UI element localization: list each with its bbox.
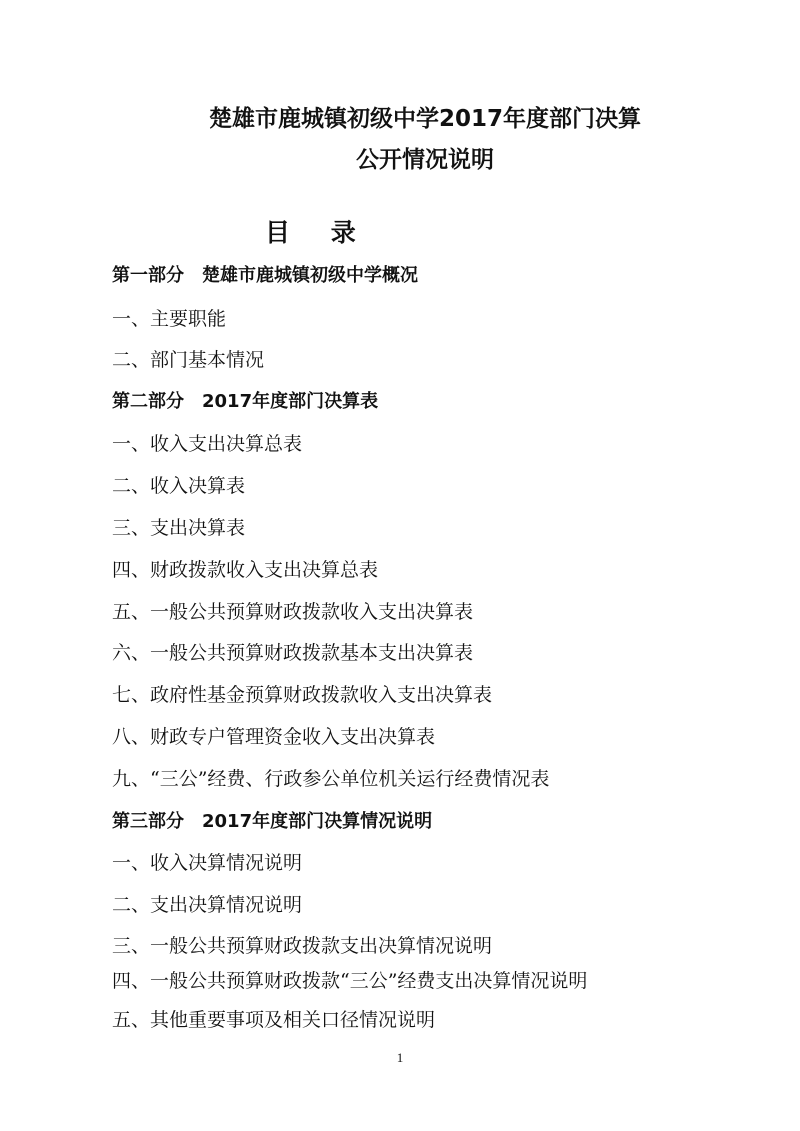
document-title: 楚雄市鹿城镇初级中学2017年度部门决算	[208, 106, 641, 132]
toc-heading: 目 录	[265, 218, 372, 247]
part-label: 第一部分	[112, 265, 184, 286]
toc-part-heading	[112, 263, 418, 289]
toc-item: 五、其他重要事项及相关口径情况说明	[112, 1009, 436, 1031]
toc-item: 二、收入决算表	[112, 475, 246, 497]
document-subtitle: 公开情况说明	[356, 147, 494, 173]
toc-part-heading	[112, 389, 378, 415]
toc-item: 一、主要职能	[112, 308, 227, 330]
part-label: 第二部分	[112, 391, 184, 412]
part-title: 楚雄市鹿城镇初级中学概况	[202, 265, 418, 286]
toc-item: 三、支出决算表	[112, 517, 246, 539]
toc-item: 五、一般公共预算财政拨款收入支出决算表	[112, 601, 474, 623]
toc-item: 八、财政专户管理资金收入支出决算表	[112, 726, 436, 748]
part-title: 2017年度部门决算表	[202, 391, 379, 412]
toc-item: 二、支出决算情况说明	[112, 894, 303, 916]
toc-part-heading	[112, 809, 432, 835]
part-label: 第三部分	[112, 811, 184, 832]
page-number: 1	[396, 1050, 404, 1065]
toc-item: 一、收入决算情况说明	[112, 852, 303, 874]
toc-item: 四、财政拨款收入支出决算总表	[112, 559, 379, 581]
part-title: 2017年度部门决算情况说明	[202, 811, 433, 832]
toc-item: 九、“三公”经费、行政参公单位机关运行经费情况表	[112, 768, 550, 790]
toc-item: 四、一般公共预算财政拨款“三公”经费支出决算情况说明	[112, 970, 588, 992]
toc-item: 一、收入支出决算总表	[112, 433, 303, 455]
toc-item: 二、部门基本情况	[112, 349, 265, 371]
toc-item: 三、一般公共预算财政拨款支出决算情况说明	[112, 935, 493, 957]
toc-item: 六、一般公共预算财政拨款基本支出决算表	[112, 642, 474, 664]
toc-item: 七、政府性基金预算财政拨款收入支出决算表	[112, 684, 493, 706]
